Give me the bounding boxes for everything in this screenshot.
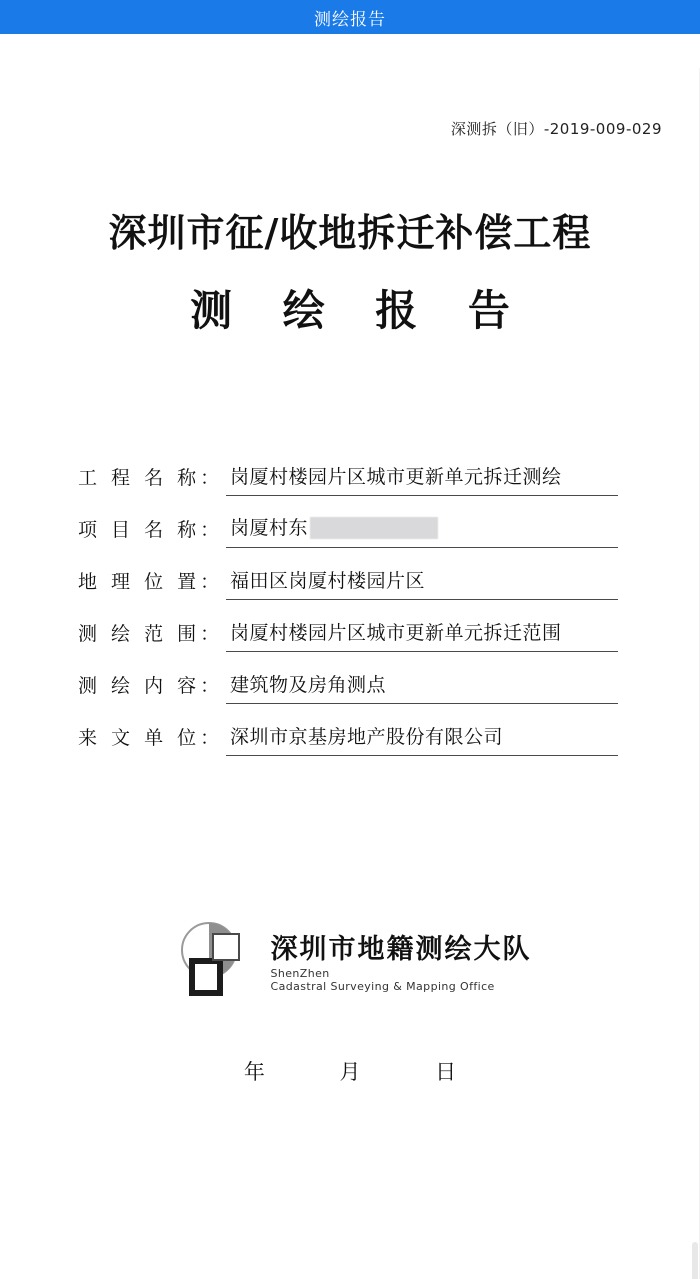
document-code: 深测拆（旧）-2019-009-029	[450, 120, 662, 138]
organization-name-en-line1: ShenZhen	[270, 967, 330, 981]
field-value-project-name: 岗厦村东	[230, 516, 309, 539]
field-value-project-engineering: 岗厦村楼园片区城市更新单元拆迁测绘	[230, 466, 562, 488]
field-list	[78, 444, 618, 756]
field-label-survey-scope: 测 绘 范 围：	[78, 623, 224, 645]
organization-name-block	[271, 927, 532, 994]
titlebar	[0, 0, 700, 34]
organization-name-cn: 深圳市地籍测绘大队	[270, 933, 532, 965]
field-label-source-unit: 来 文 单 位：	[78, 727, 224, 749]
field-value-wrap	[226, 670, 618, 704]
field-value-survey-content: 建筑物及房角测点	[230, 674, 387, 696]
document-main-title: 深圳市征/收地拆迁补偿工程	[108, 211, 592, 255]
field-label-survey-content: 测 绘 内 容：	[78, 675, 224, 697]
field-value-wrap	[226, 566, 618, 600]
field-row	[78, 600, 618, 652]
field-value-wrap	[226, 618, 618, 652]
document-page	[0, 34, 700, 1279]
field-label-project-name: 项 目 名 称：	[78, 519, 224, 541]
cadastral-logo-icon	[169, 914, 261, 1006]
field-value-wrap	[226, 513, 618, 549]
field-row	[78, 548, 618, 600]
field-row	[78, 444, 618, 496]
date-line: 年 月 日	[243, 1060, 491, 1084]
field-value-wrap	[226, 722, 618, 756]
field-value-source-unit: 深圳市京基房地产股份有限公司	[230, 726, 504, 748]
field-value-survey-scope: 岗厦村楼园片区城市更新单元拆迁范围	[230, 622, 562, 644]
document-sub-title: 测 绘 报 告	[190, 286, 528, 335]
titlebar-title: 测绘报告	[314, 9, 386, 30]
field-label-location: 地 理 位 置：	[78, 571, 224, 593]
organization-logo	[0, 914, 700, 1006]
scrollbar-thumb[interactable]	[692, 1242, 698, 1279]
field-value-wrap	[226, 462, 618, 496]
field-row	[78, 704, 618, 756]
redaction-block	[310, 517, 438, 539]
field-value-location: 福田区岗厦村楼园片区	[230, 570, 426, 592]
organization-name-en-line2: Cadastral Surveying & Mapping Office	[270, 980, 495, 994]
field-row	[78, 652, 618, 704]
field-label-project-engineering: 工 程 名 称：	[78, 467, 224, 489]
field-row	[78, 496, 618, 548]
